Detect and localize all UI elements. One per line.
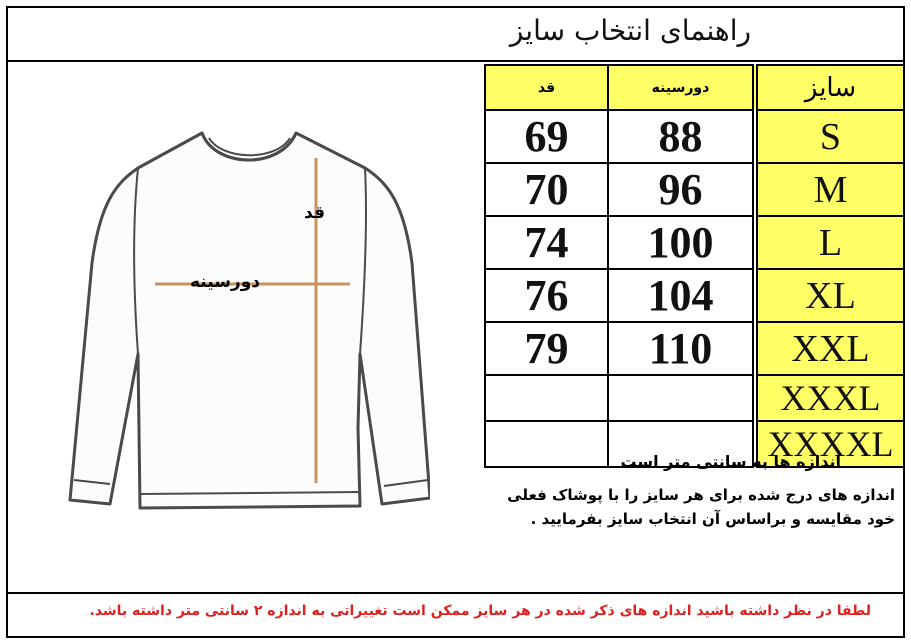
chest-cell: 104 <box>608 269 753 322</box>
instruction-line-2: خود مقایسه و براساس آن انتخاب سایز بفرمایید . <box>530 510 895 528</box>
chest-label: دورسینه <box>190 272 260 292</box>
length-cell: 74 <box>485 216 608 269</box>
chest-cell: 88 <box>608 110 753 163</box>
table-row <box>485 163 904 216</box>
size-cell: XXXXL <box>757 421 904 467</box>
size-table <box>484 64 905 468</box>
size-cell: S <box>757 110 904 163</box>
table-row <box>485 375 904 421</box>
length-cell: 69 <box>485 110 608 163</box>
header-length: قد <box>485 65 608 110</box>
length-cell: 76 <box>485 269 608 322</box>
size-cell: M <box>757 163 904 216</box>
header-size: سایز <box>757 65 904 110</box>
size-cell: XXXL <box>757 375 904 421</box>
table-row <box>485 216 904 269</box>
size-cell: XL <box>757 269 904 322</box>
header-divider <box>6 60 905 62</box>
length-cell: 79 <box>485 322 608 375</box>
shirt-outline <box>70 133 430 508</box>
length-cell <box>485 421 608 467</box>
header-chest: دورسینه <box>608 65 753 110</box>
chest-cell: 110 <box>608 322 753 375</box>
height-label: قد <box>304 203 325 223</box>
footer-divider <box>6 592 905 594</box>
footer-warning: لطفا در نظر داشته باشید اندازه های ذکر شده در هر سایز ممکن است تغییراتی به اندازه ۲ سانتی متر داشته باشد. <box>89 603 871 619</box>
chest-cell: 96 <box>608 163 753 216</box>
length-cell <box>485 375 608 421</box>
page-title: راهنمای انتخاب سایز <box>509 14 751 47</box>
chest-cell <box>608 375 753 421</box>
instruction-line-1: اندازه های درج شده برای هر سایز را با پوشاک فعلی <box>507 486 895 504</box>
units-note: اندازه ها به سانتی متر است <box>620 452 841 471</box>
chest-cell: 100 <box>608 216 753 269</box>
size-cell: XXL <box>757 322 904 375</box>
length-cell: 70 <box>485 163 608 216</box>
size-cell: L <box>757 216 904 269</box>
table-row <box>485 322 904 375</box>
shirt-diagram <box>60 128 430 518</box>
table-row <box>485 269 904 322</box>
table-header-row <box>485 65 904 110</box>
table-row <box>485 110 904 163</box>
